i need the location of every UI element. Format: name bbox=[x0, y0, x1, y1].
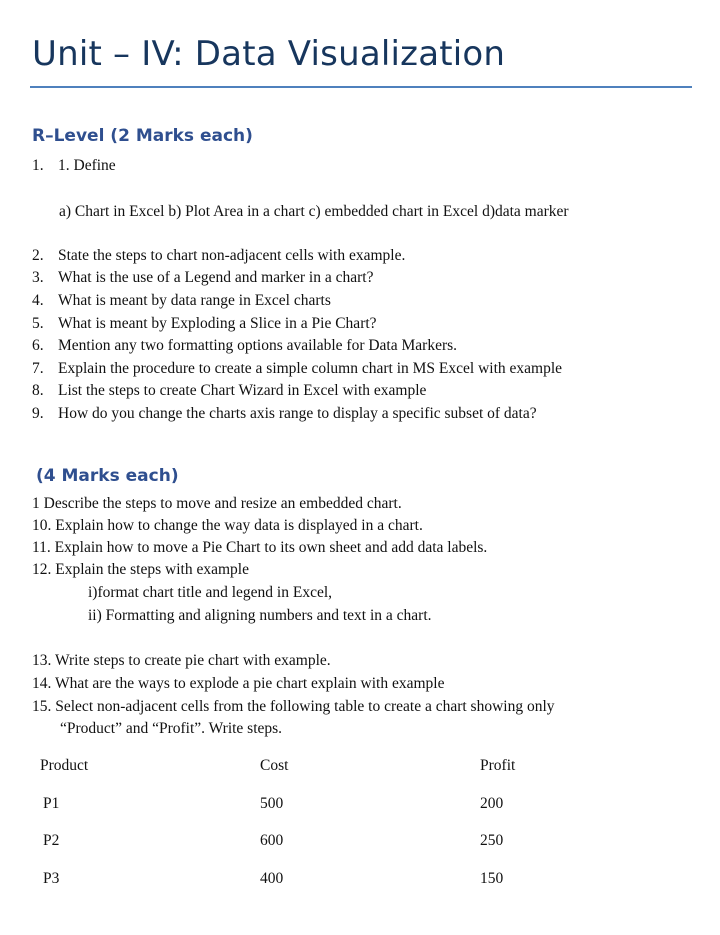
table-cell: 400 bbox=[260, 870, 284, 887]
question-number: 2. bbox=[32, 247, 44, 264]
question-3 bbox=[32, 268, 373, 288]
question-7 bbox=[32, 359, 562, 379]
question-6 bbox=[32, 336, 457, 356]
question-12-sub-i: i)format chart title and legend in Excel, bbox=[88, 584, 333, 601]
table-header-product: Product bbox=[40, 757, 89, 774]
question-1 bbox=[32, 156, 116, 176]
question-number: 9. bbox=[32, 405, 44, 422]
page-title: Unit – IV: Data Visualization bbox=[32, 34, 506, 74]
question-8 bbox=[32, 381, 426, 401]
question-11: 11. Explain how to move a Pie Chart to its own sheet and add data labels. bbox=[32, 539, 488, 556]
question-number: 7. bbox=[32, 360, 44, 377]
question-number: 8. bbox=[32, 382, 44, 399]
question-1-subparts: a) Chart in Excel b) Plot Area in a chart c) embedded chart in Excel d)data marker bbox=[59, 203, 569, 220]
question-text: What is meant by data range in Excel charts bbox=[58, 292, 331, 309]
question-9 bbox=[32, 404, 537, 424]
question-text: How do you change the charts axis range to display a specific subset of data? bbox=[58, 405, 537, 422]
table-cell: 200 bbox=[480, 795, 504, 812]
question-text: Explain the procedure to create a simple column chart in MS Excel with example bbox=[58, 360, 563, 377]
question-text: State the steps to chart non-adjacent cells with example. bbox=[58, 247, 406, 264]
question-number: 5. bbox=[32, 315, 44, 332]
question-number: 3. bbox=[32, 269, 44, 286]
question-4m-1: 1 Describe the steps to move and resize an embedded chart. bbox=[32, 495, 402, 512]
question-text: List the steps to create Chart Wizard in Excel with example bbox=[58, 382, 427, 399]
table-header-cost: Cost bbox=[260, 757, 289, 774]
table-header-profit: Profit bbox=[480, 757, 516, 774]
table-cell: 150 bbox=[480, 870, 504, 887]
question-number: 4. bbox=[32, 292, 44, 309]
question-number: 6. bbox=[32, 337, 44, 354]
four-marks-heading: (4 Marks each) bbox=[36, 466, 179, 486]
question-12-sub-ii: ii) Formatting and aligning numbers and text in a chart. bbox=[88, 607, 432, 624]
question-4 bbox=[32, 291, 331, 311]
question-5 bbox=[32, 314, 377, 334]
question-text: 1. Define bbox=[58, 157, 116, 174]
question-number: 1. bbox=[32, 157, 44, 174]
table-cell: P2 bbox=[43, 832, 60, 849]
question-text: Mention any two formatting options available for Data Markers. bbox=[58, 337, 458, 354]
table-cell: P3 bbox=[43, 870, 60, 887]
table-cell: 600 bbox=[260, 832, 284, 849]
question-15-continued: “Product” and “Profit”. Write steps. bbox=[60, 720, 283, 737]
r-level-heading: R–Level (2 Marks each) bbox=[32, 126, 253, 146]
question-2 bbox=[32, 246, 405, 266]
question-14: 14. What are the ways to explode a pie chart explain with example bbox=[32, 675, 445, 692]
question-12: 12. Explain the steps with example bbox=[32, 561, 249, 578]
question-text: What is meant by Exploding a Slice in a Pie Chart? bbox=[58, 315, 377, 332]
question-10: 10. Explain how to change the way data is displayed in a chart. bbox=[32, 517, 423, 534]
question-13: 13. Write steps to create pie chart with example. bbox=[32, 652, 331, 669]
table-cell: 500 bbox=[260, 795, 284, 812]
table-cell: 250 bbox=[480, 832, 504, 849]
title-underline bbox=[30, 86, 692, 88]
question-text: What is the use of a Legend and marker in a chart? bbox=[58, 269, 374, 286]
table-cell: P1 bbox=[43, 795, 60, 812]
question-15: 15. Select non-adjacent cells from the following table to create a chart showing only bbox=[32, 698, 555, 715]
